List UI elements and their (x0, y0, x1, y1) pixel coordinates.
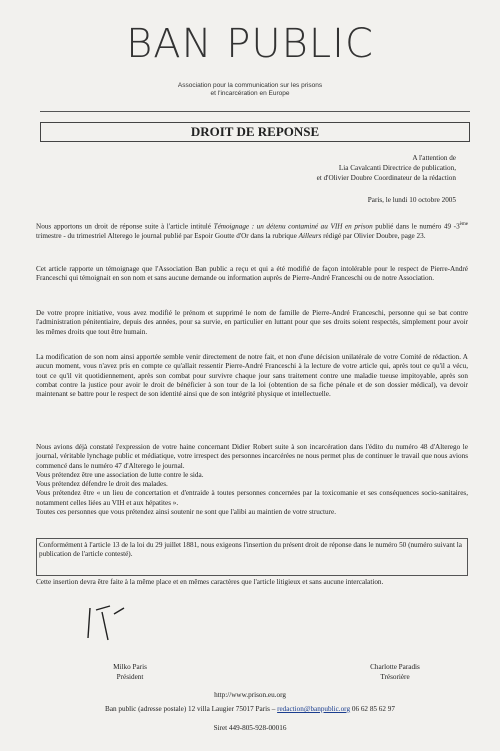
paragraph-4: La modification de son nom ainsi apportée semble venir directement de notre fait, et non d'une décision unilatérale de votre Comité de rédaction. A aucun moment, vous n'avez pris en compte ce qu'allait ressentir Pierre-André Franceschi à la lecture de votre article qui, après tout ce qu'il a vécu, tout ce qu'il vit quotidiennement, après son combat pour survivre chaque jour sans traitement contre une maladie tueuse impitoyable, après son combat contre la justice pour avoir le droit de bénéficier à son tour de la loi (obtention de sa fiche pénale et de son dossier médical), va devoir maintenant se battre pour le respect de son identité ainsi que de son intégrité physique et intellectuelle. (36, 353, 468, 399)
paragraph-1: Nous apportons un droit de réponse suite à l'article intitulé Témoignage : un détenu contaminé au VIH en prison publié dans le numéro 49 -3ème trimestre - du trimestriel Alterego le journal publié par Espoir Goutte d'Or dans la rubrique Ailleurs rédigé par Olivier Doubre, page 23. (36, 222, 468, 240)
claim-line-2: Vous prétendez défendre le droit des malades. (36, 480, 168, 489)
logo-tagline: Association pour la communication sur les prisons et l'incarcération en Europe (177, 82, 323, 97)
insertion-note: Cette insertion devra être faite à la même place et en mêmes caractères que l'article litigieux et sans aucune intercalation. (36, 578, 384, 586)
paragraph-2: Cet article rapporte un témoignage que l'Association Ban public a reçu et qui a été modifié de façon intolérable pour le respect de Pierre-André Franceschi qui témoignait en son nom et sans aucune demande ou information auprès de Pierre-André Franceschi ou de notre Association. (36, 265, 468, 283)
attention-block: A l'attention de Lia Cavalcanti Directrice de publication, et d'Olivier Doubre Coordinateur de la rédaction (316, 154, 456, 182)
footer-website[interactable]: http://www.prison.eu.org (214, 691, 286, 699)
signature-president: Milko Paris Président (113, 663, 147, 681)
paragraph-3: De votre propre initiative, vous avez modifié le prénom et supprimé le nom de famille de Pierre-André Franceschi, personne qui se bat contre l'administration pénitentiaire, depuis des années, pour sa survie, en particulier en luttant pour que ses droits soient respectés, simplement pour avoir les mêmes droits que tout être humain. (36, 309, 468, 336)
document-date: Paris, le lundi 10 octobre 2005 (367, 196, 456, 204)
header-divider (40, 111, 470, 112)
document-title: DROIT DE REPONSE (40, 122, 470, 142)
paragraph-5: Nous avions déjà constaté l'expression de votre haine concernant Didier Robert suite à son incarcération dans l'édito du numéro 48 d'Alterego le journal, véritable lynchage public et médiatique, votre irrespect des personnes incarcérées ne nous permet plus de continuer le travail que nous avions commencé dans le numéro 47 d'Alterego le journal. Vous prétendez être une association de lutte contre le sida. Vous prétendez défendre le droit des malades. Vous prétendez être « un lieu de concertation et d'entraide à toutes personnes concernées par la toxicomanie et ses conséquences socio-sanitaires, notamment celles liées au VIH et aux hépatites ». Toutes ces personnes que vous prétendez ainsi soutenir ne sont que l'alibi au maintien de votre structure. (36, 443, 468, 517)
ban-public-logo: BAN PUBLIC (126, 21, 374, 67)
claim-line-3: Vous prétendez être « un lieu de concertation et d'entraide à toutes personnes concernées par la toxicomanie et ses conséquences socio-sanitaires, notamment celles liées au VIH et aux hépatites ». (36, 489, 468, 507)
claim-line-1: Vous prétendez être une association de lutte contre le sida. (36, 470, 204, 479)
footer-address: Ban public (adresse postale) 12 villa Laugier 75017 Paris – redaction@banpublic.org 06 62 85 62 97 (105, 705, 395, 713)
signature-treasurer: Charlotte Paradis Trésorière (370, 663, 420, 681)
legal-notice-box: Conformément à l'article 13 de la loi du 29 juillet 1881, nous exigeons l'insertion du présent droit de réponse dans le numéro 50 (numéro suivant la publication de l'article contesté). (36, 538, 468, 576)
email-link[interactable]: redaction@banpublic.org (277, 705, 351, 713)
claim-line-4: Toutes ces personnes que vous prétendez ainsi soutenir ne sont que l'alibi au maintien de votre structure. (36, 508, 336, 517)
footer-siret: Siret 449-805-928-00016 (213, 724, 287, 732)
